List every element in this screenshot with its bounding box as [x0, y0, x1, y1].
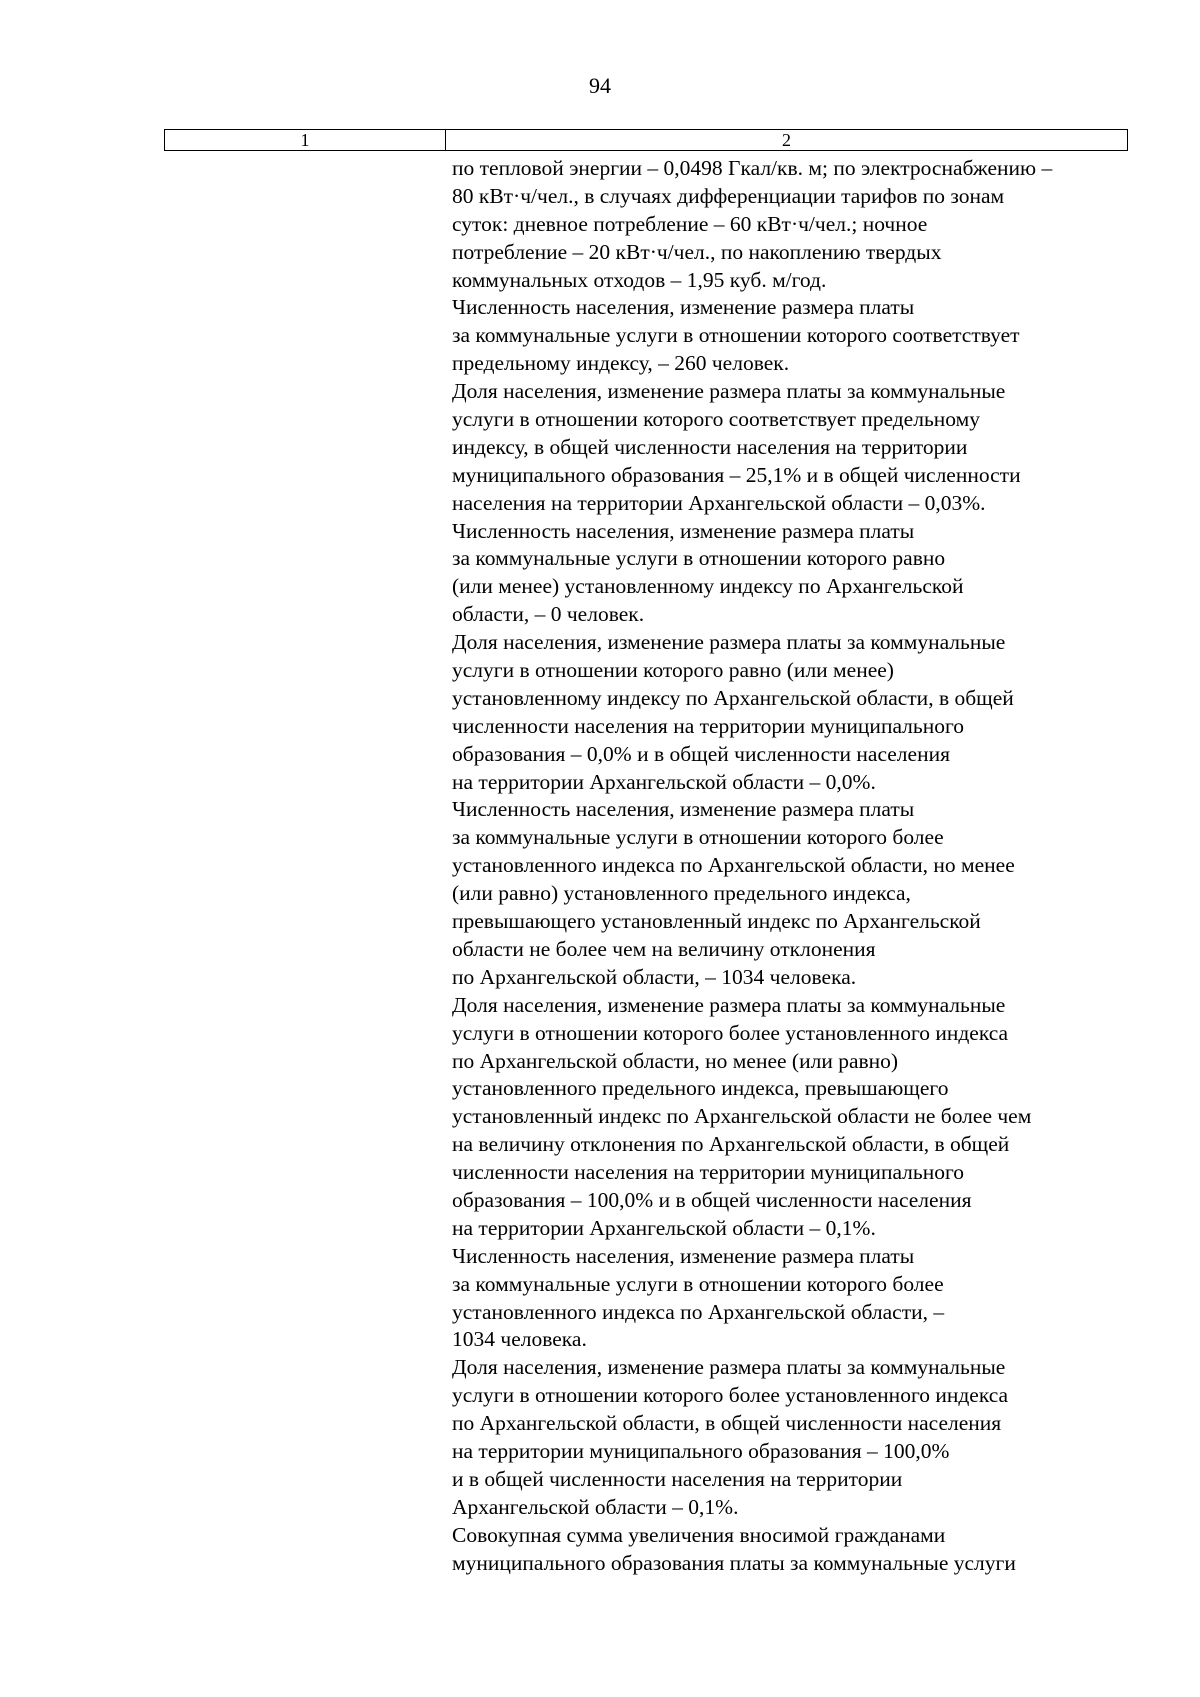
text-line: по Архангельской области, в общей численности населения	[452, 1411, 1002, 1436]
text-line: Доля населения, изменение размера платы за коммунальные	[452, 630, 1006, 655]
table-header-row	[164, 129, 1128, 151]
text-line: образования – 100,0% и в общей численности населения	[452, 1187, 972, 1212]
table-header-col-1: 1	[165, 130, 446, 150]
text-line: услуги в отношении которого более установленного индекса	[452, 1383, 1009, 1408]
text-line: численности населения на территории муниципального	[452, 1160, 965, 1185]
text-line: Численность населения, изменение размера платы	[452, 518, 915, 543]
text-line: 80 кВт·ч/чел., в случаях дифференциации тарифов по зонам	[452, 183, 1005, 208]
page-number: 94	[589, 73, 611, 98]
text-line: области, – 0 человек.	[452, 602, 645, 627]
text-line: Архангельской области – 0,1%.	[452, 1494, 739, 1519]
text-line: по тепловой энергии – 0,0498 Гкал/кв. м; по электроснабжению –	[452, 156, 1053, 180]
text-line: Совокупная сумма увеличения вносимой гражданами	[452, 1522, 946, 1547]
text-line: за коммунальные услуги в отношении которого более	[452, 1271, 944, 1296]
text-line: превышающего установленный индекс по Архангельской	[452, 909, 981, 934]
text-line: области не более чем на величину отклонения	[452, 936, 876, 961]
text-line: по Архангельской области, – 1034 человека.	[452, 964, 857, 989]
text-line: населения на территории Архангельской области – 0,03%.	[452, 490, 986, 515]
text-line: Численность населения, изменение размера платы	[452, 797, 915, 822]
text-line: за коммунальные услуги в отношении которого более	[452, 825, 944, 850]
text-line: суток: дневное потребление – 60 кВт·ч/чел.; ночное	[452, 211, 928, 236]
text-line: за коммунальные услуги в отношении которого равно	[452, 546, 946, 571]
text-line: на территории Архангельской области – 0,1%.	[452, 1215, 876, 1240]
text-line: образования – 0,0% и в общей численности населения	[452, 741, 950, 766]
table-cell-col-2-text	[452, 155, 1152, 1577]
text-line: установленного индекса по Архангельской области, –	[452, 1299, 945, 1324]
text-line: (или равно) установленного предельного индекса,	[452, 881, 911, 906]
text-line: на территории муниципального образования – 100,0%	[452, 1438, 950, 1463]
text-line: численности населения на территории муниципального	[452, 713, 965, 738]
text-line: Доля населения, изменение размера платы за коммунальные	[452, 379, 1006, 404]
text-line: установленный индекс по Архангельской области не более чем	[452, 1104, 1032, 1129]
text-line: услуги в отношении которого равно (или менее)	[452, 658, 894, 683]
text-line: Доля населения, изменение размера платы за коммунальные	[452, 992, 1006, 1017]
text-line: по Архангельской области, но менее (или равно)	[452, 1048, 899, 1073]
text-line: индексу, в общей численности населения на территории	[452, 434, 968, 459]
text-line: установленного предельного индекса, превышающего	[452, 1076, 949, 1101]
text-line: за коммунальные услуги в отношении которого соответствует	[452, 323, 1020, 348]
text-line: муниципального образования – 25,1% и в общей численности	[452, 462, 1021, 487]
text-line: Численность населения, изменение размера платы	[452, 1243, 915, 1268]
text-line: потребление – 20 кВт·ч/чел., по накоплению твердых	[452, 239, 942, 264]
text-line: (или менее) установленному индексу по Архангельской	[452, 574, 964, 599]
text-line: установленного индекса по Архангельской области, но менее	[452, 853, 1015, 878]
text-line: предельному индексу, – 260 человек.	[452, 351, 790, 376]
text-line: услуги в отношении которого более установленного индекса	[452, 1020, 1009, 1045]
text-line: коммунальных отходов – 1,95 куб. м/год.	[452, 267, 827, 292]
text-line: и в общей численности населения на территории	[452, 1466, 903, 1491]
text-line: на территории Архангельской области – 0,0%.	[452, 769, 876, 794]
text-line: установленному индексу по Архангельской области, в общей	[452, 685, 1014, 710]
text-line: 1034 человека.	[452, 1327, 587, 1352]
text-line: услуги в отношении которого соответствует предельному	[452, 407, 980, 432]
table-header-col-2: 2	[782, 130, 791, 150]
text-line: Численность населения, изменение размера платы	[452, 295, 915, 320]
text-line: муниципального образования платы за коммунальные услуги	[452, 1550, 1016, 1575]
text-line: Доля населения, изменение размера платы за коммунальные	[452, 1355, 1006, 1380]
text-line: на величину отклонения по Архангельской области, в общей	[452, 1132, 1010, 1157]
